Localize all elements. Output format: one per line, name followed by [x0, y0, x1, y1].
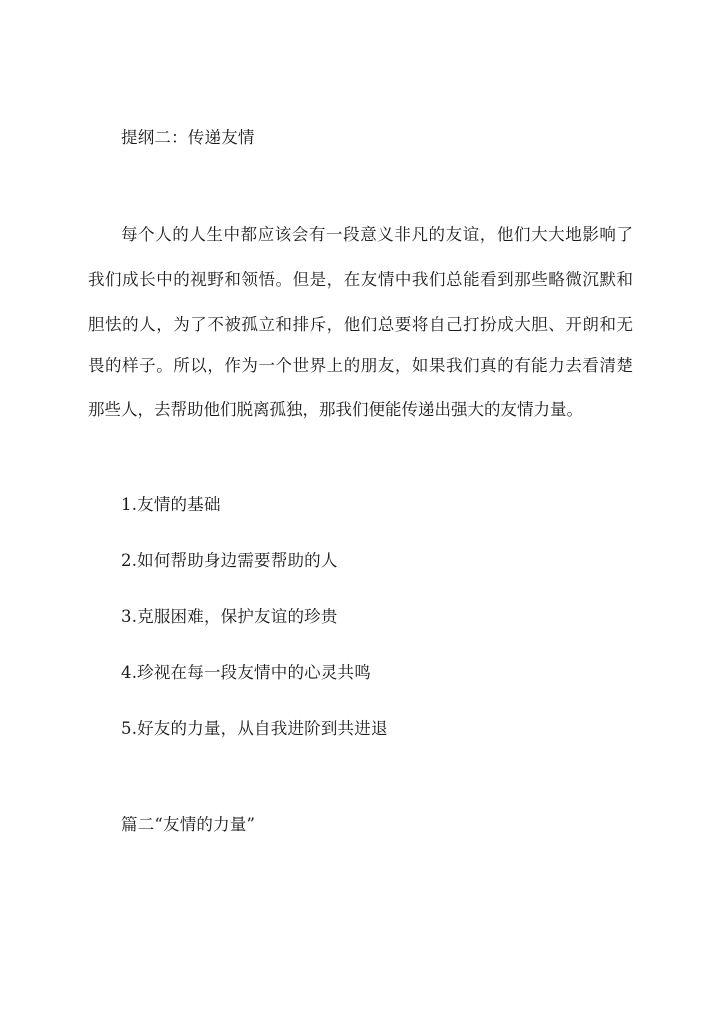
outline-item: 5.好友的力量，从自我进阶到共进退: [121, 719, 388, 738]
paragraph-line: 畏的样子。所以，作为一个世界上的朋友，如果我们真的有能力去看清楚: [88, 356, 633, 375]
outline-heading: 提纲二：传递友情: [121, 128, 255, 147]
outline-item: 2.如何帮助身边需要帮助的人: [121, 551, 338, 570]
outline-item: 1.友情的基础: [121, 495, 221, 514]
paragraph-line: 那些人，去帮助他们脱离孤独，那我们便能传递出强大的友情力量。: [88, 400, 583, 419]
paragraph-line: 胆怯的人，为了不被孤立和排斥，他们总要将自己打扮成大胆、开朗和无: [88, 315, 633, 334]
paragraph-line: 每个人的人生中都应该会有一段意义非凡的友谊，他们大大地影响了: [121, 225, 633, 244]
outline-item: 3.克服困难，保护友谊的珍贵: [121, 607, 338, 626]
section-title: 篇二“友情的力量”: [121, 815, 256, 834]
paragraph-line: 我们成长中的视野和领悟。但是，在友情中我们总能看到那些略微沉默和: [88, 270, 633, 289]
outline-item: 4.珍视在每一段友情中的心灵共鸣: [121, 663, 371, 682]
